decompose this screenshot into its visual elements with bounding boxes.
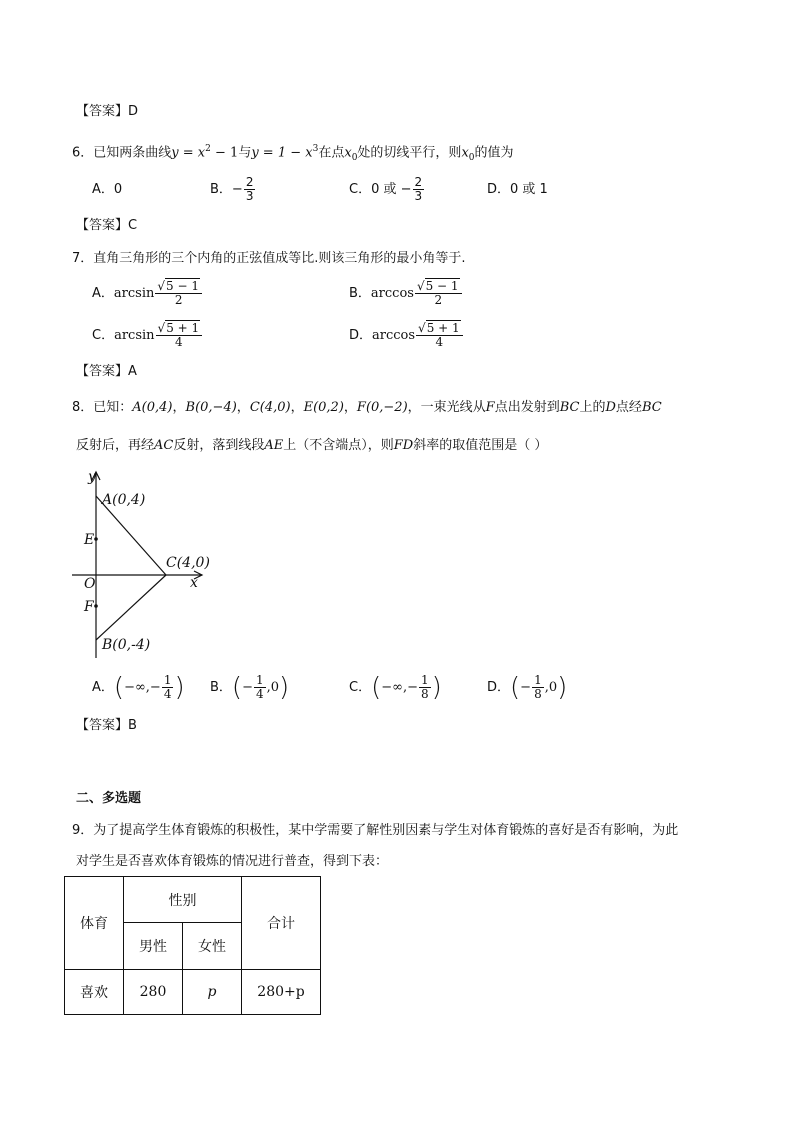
q6-stem-end: 的值为 (474, 145, 514, 161)
q6-option-c: C．0 或 − $\frac{2}{3}$ (349, 175, 423, 203)
table-header-sport: 体育 (65, 877, 124, 970)
q6-curve1-tail: − 1 (210, 145, 239, 161)
q7-option-c: C．arcsin $\frac{√5 + 1}{4}$ (92, 319, 203, 353)
segment-bc (96, 575, 166, 640)
label-c: C(4,0) (166, 555, 210, 571)
label-a: A(0,4) (102, 492, 146, 508)
q6-option-b: B．− $\frac{2}{3}$ (210, 175, 254, 203)
q6-stem-mid: 在点 (318, 145, 345, 161)
q6-answer: 【答案】C (76, 218, 138, 233)
y-axis-label: y (88, 469, 96, 485)
q6-stem-post: 处的切线平行，则 (357, 145, 462, 161)
q8-stem-line2: 反射后，再经AC反射，落到线段AE上（不含端点），则FD斜率的取值范围是（ ） (76, 438, 548, 453)
q6-number: 6． (72, 145, 94, 161)
q6-curve1: y = x (171, 145, 206, 161)
x-axis-label: x (190, 575, 198, 591)
table-cell-total: 280+p (242, 970, 321, 1015)
q6-stem: 6．已知两条曲线$y = x^2 - 1$与$y = 1 - x^3$在点$x_0$处的切线平行，则$x_0$的值为 (72, 144, 514, 163)
q7-answer: 【答案】A (76, 364, 137, 379)
label-e: E (84, 532, 95, 548)
q8-answer: 【答案】B (76, 718, 137, 733)
table-header-gender: 性别 (124, 877, 242, 923)
point-f (94, 604, 98, 608)
q6-curve2: y = 1 − x (251, 145, 313, 161)
q7-option-b: B．arccos $\frac{√5 - 1}{2}$ (349, 277, 463, 311)
q6-option-a: A．0 (92, 182, 123, 197)
label-b: B(0,-4) (102, 637, 151, 653)
q8-figure (60, 466, 220, 662)
q9-stem-line1: 9．为了提高学生体育锻炼的积极性，某中学需要了解性别因素与学生对体育锻炼的喜好是否有影响，为此 (72, 823, 679, 838)
q7-stem: 7．直角三角形的三个内角的正弦值成等比.则该三角形的最小角等于. (72, 251, 466, 266)
q9-table (64, 876, 321, 1015)
section-title: 二、多选题 (76, 791, 142, 806)
label-origin: O (84, 576, 96, 592)
point-e (94, 537, 98, 541)
table-header-total: 合计 (242, 877, 321, 970)
q8-option-c: C．(−∞,− $\frac{1}{8}$ ) (349, 672, 442, 703)
q8-option-b: B．(− $\frac{1}{4}$ ,0) (210, 672, 290, 703)
q6-stem-pre: 已知两条曲线 (93, 145, 172, 161)
table-header-female: 女性 (183, 923, 242, 970)
table-header-male: 男性 (124, 923, 183, 970)
q7-option-a: A．arcsin $\frac{√5 - 1}{2}$ (92, 277, 203, 311)
q7-option-d: D．arccos $\frac{√5 + 1}{4}$ (349, 319, 464, 353)
q9-stem-line2: 对学生是否喜欢体育锻炼的情况进行普查，得到下表： (76, 854, 389, 869)
label-f: F (84, 599, 94, 615)
table-cell-male: 280 (124, 970, 183, 1015)
q5-answer: 【答案】D (76, 104, 139, 119)
q8-option-a: A．(−∞,− $\frac{1}{4}$ ) (92, 672, 185, 703)
table-cell-female: p (183, 970, 242, 1015)
q8-option-d: D．(− $\frac{1}{8}$ ,0) (487, 672, 568, 703)
q6-option-d: D．0 或 1 (487, 182, 548, 197)
q6-link: 与 (238, 145, 252, 161)
q6-x0: x (344, 145, 352, 161)
q8-stem-line1: 8．已知：A(0,4)，B(0,−4)，C(4,0)，E(0,2)，F(0,−2)，一束光线从F点出发射到BC上的D点经BC (72, 400, 662, 415)
table-cell-row-label: 喜欢 (65, 970, 124, 1015)
